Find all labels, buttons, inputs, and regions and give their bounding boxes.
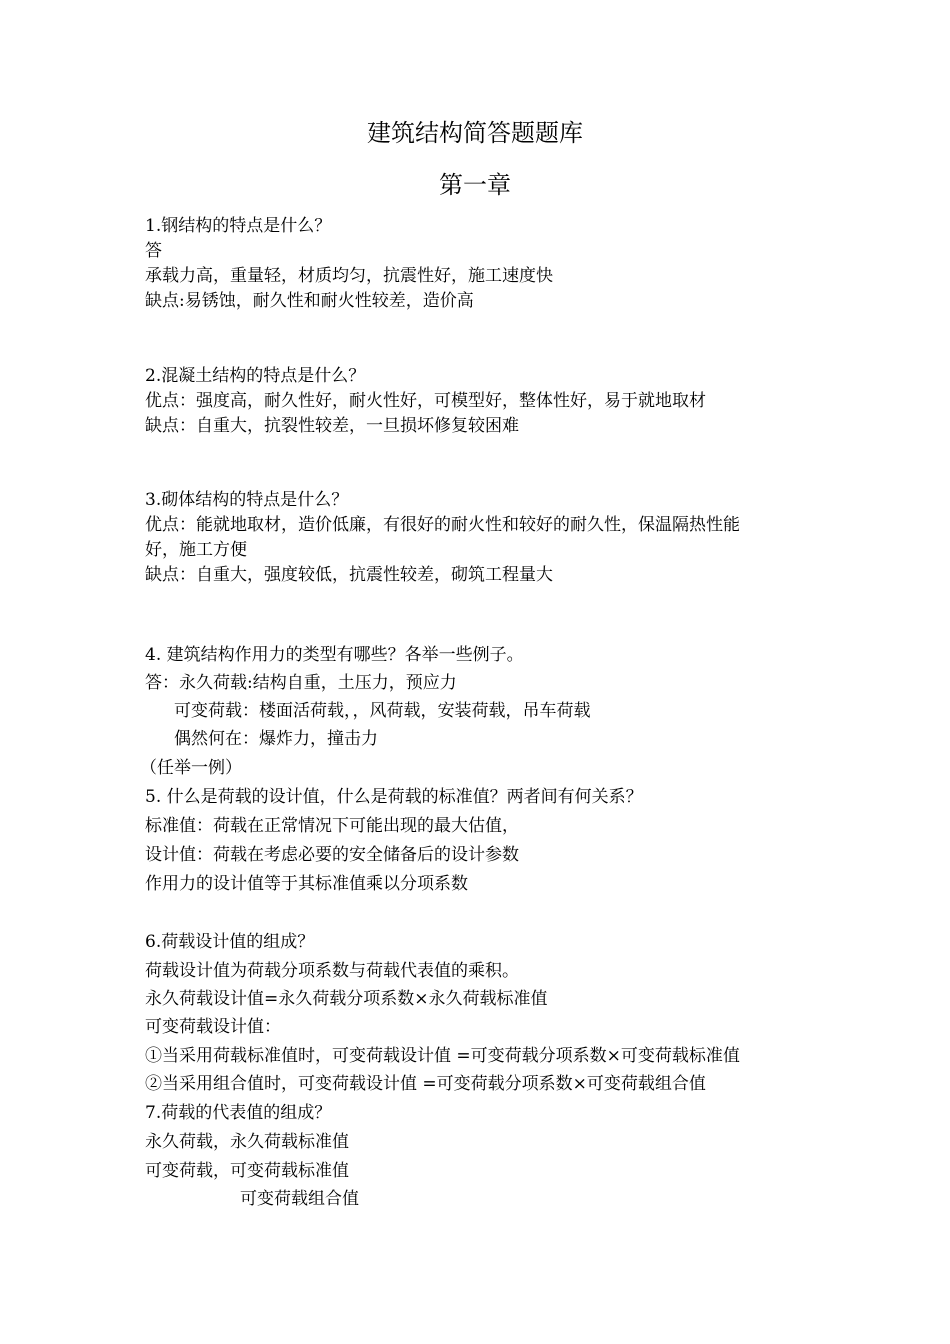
answer-line: 作用力的设计值等于其标准值乘以分项系数 — [145, 874, 468, 894]
answer-line: 缺点:易锈蚀，耐久性和耐火性较差，造价高 — [145, 291, 474, 311]
answer-line: 设计值：荷载在考虑必要的安全储备后的设计参数 — [145, 845, 519, 865]
question-3: 3.砌体结构的特点是什么？ — [145, 490, 349, 510]
answer-line: 可变荷载设计值： — [145, 1017, 281, 1037]
answer-line: 可变荷载：楼面活荷载，，风荷载，安装荷载，吊车荷载 — [174, 701, 591, 721]
answer-line: 缺点：自重大，强度较低，抗震性较差，砌筑工程量大 — [145, 565, 553, 585]
answer-label: 答 — [145, 241, 162, 261]
answer-line: ①当采用荷载标准值时，可变荷载设计值 =可变荷载分项系数×可变荷载标准值 — [145, 1046, 740, 1066]
answer-line: 偶然何在：爆炸力，撞击力 — [174, 729, 378, 749]
question-5: 5. 什么是荷载的设计值，什么是荷载的标准值？两者间有何关系？ — [145, 787, 643, 807]
answer-line: 永久荷载，永久荷载标准值 — [145, 1132, 349, 1152]
answer-line: 永久荷载设计值=永久荷载分项系数×永久荷载标准值 — [145, 989, 548, 1009]
question-7: 7.荷载的代表值的组成？ — [145, 1103, 332, 1123]
answer-line: ②当采用组合值时，可变荷载设计值 =可变荷载分项系数×可变荷载组合值 — [145, 1074, 706, 1094]
answer-line: 好，施工方便 — [145, 540, 247, 560]
answer-note: （任举一例） — [140, 758, 242, 778]
question-4: 4. 建筑结构作用力的类型有哪些？各举一些例子。 — [145, 645, 524, 665]
answer-line: 可变荷载组合值 — [240, 1189, 359, 1209]
chapter-heading: 第一章 — [439, 171, 511, 199]
question-2: 2.混凝土结构的特点是什么？ — [145, 366, 366, 386]
answer-line: 优点：能就地取材，造价低廉，有很好的耐火性和较好的耐久性，保温隔热性能 — [145, 515, 740, 535]
question-1: 1.钢结构的特点是什么？ — [145, 216, 332, 236]
answer-line: 优点：强度高，耐久性好，耐火性好，可模型好，整体性好，易于就地取材 — [145, 391, 706, 411]
answer-line: 答：永久荷载:结构自重，土压力，预应力 — [145, 673, 457, 693]
answer-line: 可变荷载，可变荷载标准值 — [145, 1161, 349, 1181]
answer-line: 缺点：自重大，抗裂性较差，一旦损坏修复较困难 — [145, 416, 519, 436]
document-title: 建筑结构简答题题库 — [367, 119, 583, 147]
answer-line: 承载力高，重量轻，材质均匀，抗震性好，施工速度快 — [145, 266, 553, 286]
answer-line: 荷载设计值为荷载分项系数与荷载代表值的乘积。 — [145, 961, 519, 981]
answer-line: 标准值：荷载在正常情况下可能出现的最大估值， — [145, 816, 519, 836]
question-6: 6.荷载设计值的组成？ — [145, 932, 315, 952]
